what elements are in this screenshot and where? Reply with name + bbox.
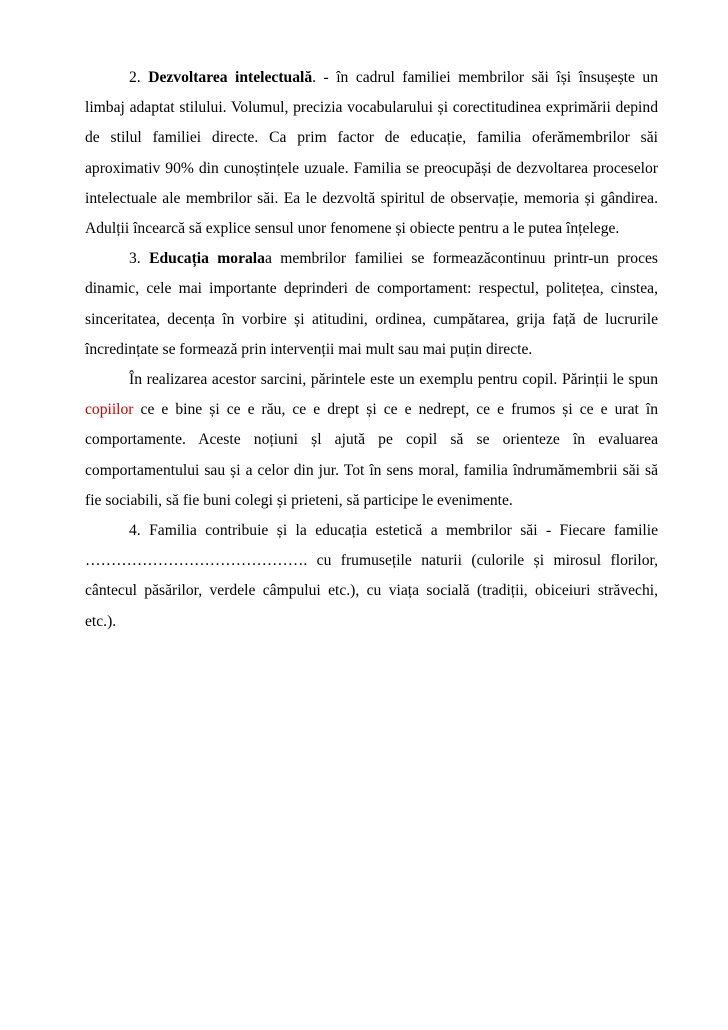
paragraph-text: ce e bine și ce e rău, ce e drept și ce e nedrept, ce e frumos și ce e urat în comportamente. Aceste noțiuni șl ajută pe copil să se orienteze în evaluarea comportamentului sau și a celor din jur. Tot în sens moral, familia îndrumămembrii săi să fie sociabili, să fie buni colegi și prieteni, să participe le evenimente. xyxy=(85,401,658,509)
paragraph-text: În realizarea acestor sarcini, părintele este un exemplu pentru copil. Părinții le spun xyxy=(129,371,658,389)
paragraph-text: . - în cadrul familiei membrilor săi își însușește un limbaj adaptat stilului. Volumul, precizia vocabularului și corectitudinea exprimării depind de stilul familiei directe. Ca prim factor de educație, familia oferămembrilor săi aproximativ 90% din cunoștințele uzuale. Familia se preocupăși de dezvoltarea proceselor intelectuale ale membrilor săi. Ea le dezvoltă spiritul de observație, memoria și gândirea. Adulții încearcă să explice sensul unor fenomene și obiecte pentru a le putea înțelege. xyxy=(85,69,658,238)
paragraph-text: 4. Familia contribuie și la educația estetică a membrilor săi - Fiecare familie ……………………………………. cu frumusețile naturii (culorile și mirosul florilor, cântecul păsărilor, verdele câmpului etc.), cu viața socială (tradiții, obiceiuri străvechi, etc.). xyxy=(85,522,658,630)
highlighted-word: copiilor xyxy=(85,401,134,419)
paragraph-text: a membrilor familiei se formeazăcontinuu printr-un proces dinamic, cele mai importante deprinderi de comportament: respectul, politețea, cinstea, sinceritatea, decența în vorbire și atitudini, ordinea, cumpătarea, grija față de lucrurile încredințate se formează prin intervenții mai mult sau mai puțin directe. xyxy=(85,250,658,358)
section-number: 2. xyxy=(129,69,149,86)
section-heading: Dezvoltarea intelectuală xyxy=(148,69,313,86)
paragraph-moral-education xyxy=(85,244,658,365)
paragraph-parent-example xyxy=(85,365,658,516)
paragraph-intellectual-development xyxy=(85,63,658,244)
paragraph-aesthetic-education xyxy=(85,516,658,637)
document-body xyxy=(85,63,658,637)
section-heading: Educația morala xyxy=(149,250,265,268)
section-number: 3. xyxy=(129,250,150,268)
